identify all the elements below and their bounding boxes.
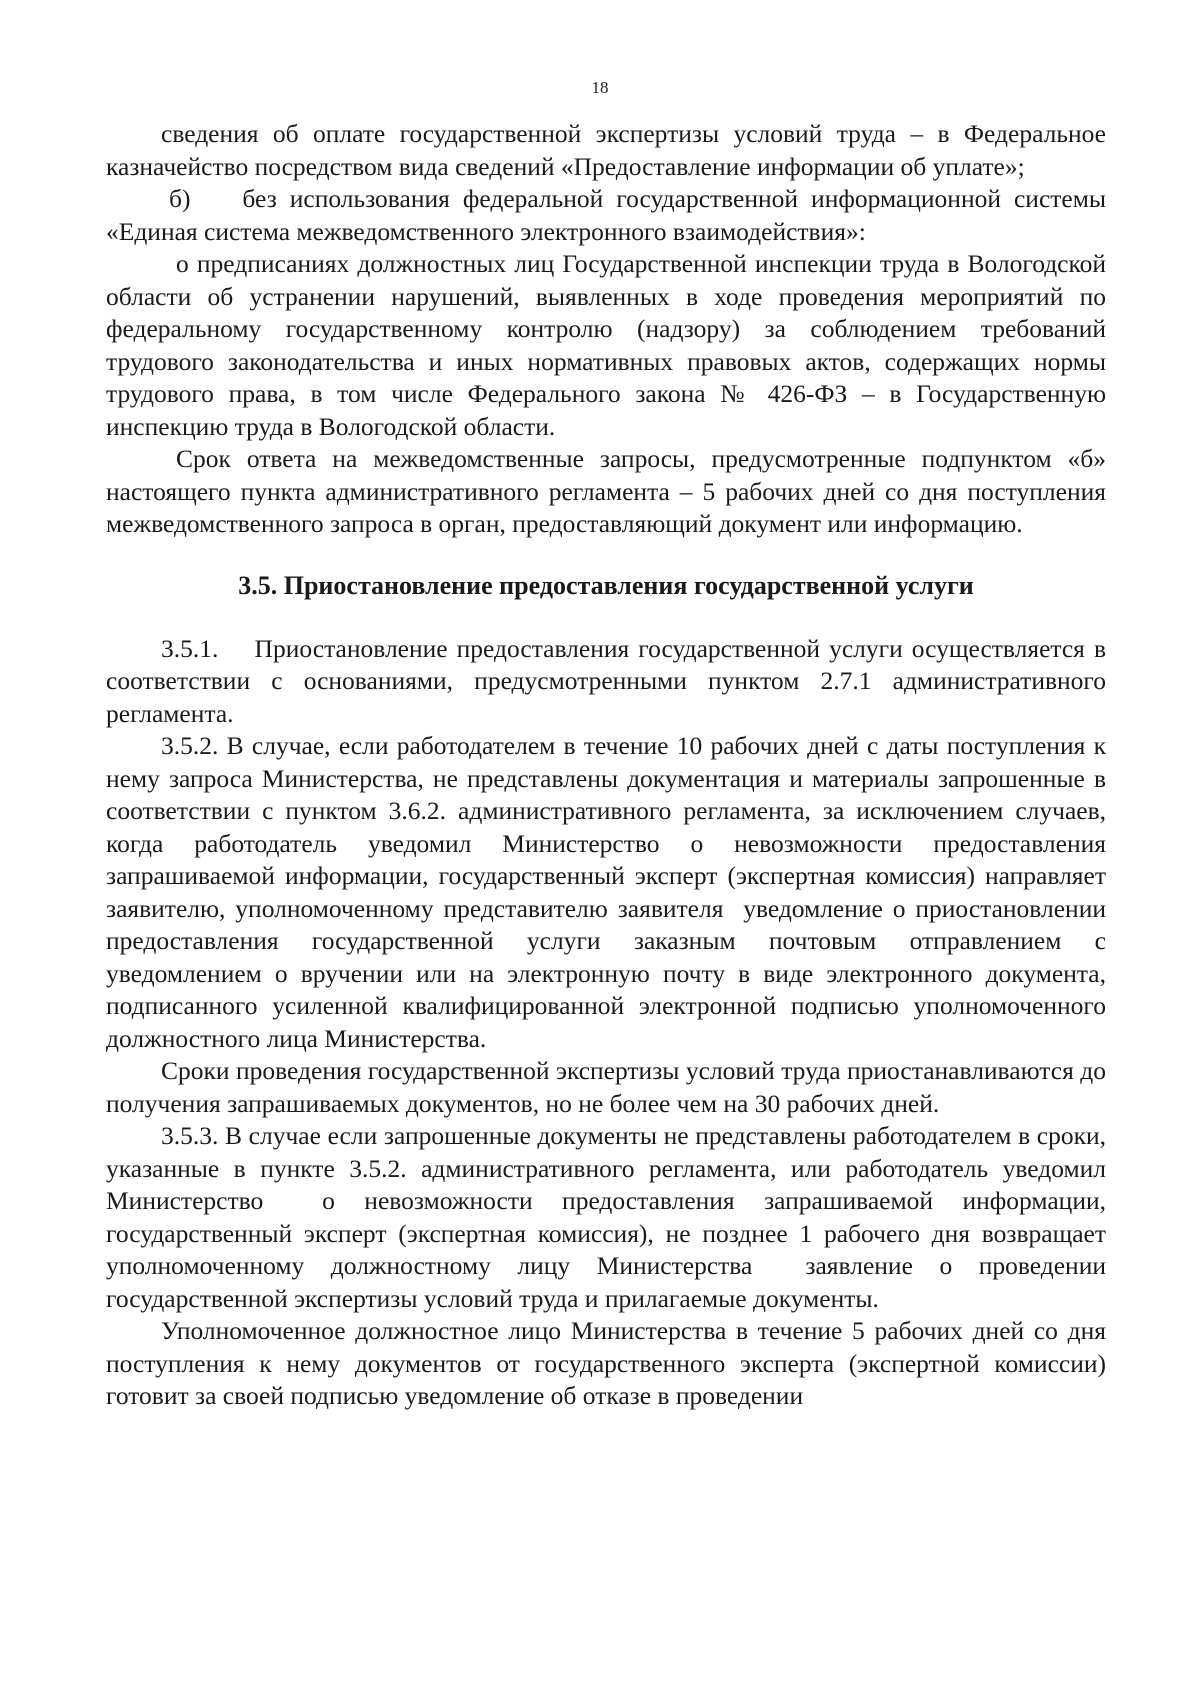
paragraph-response-deadline: Срок ответа на межведомственные запросы, предусмотренные подпунктом «б» настоящего пункта административного регламента – 5 рабочих дней со дня поступления межведомственного запроса в орган, предоставляющий документ или информацию. xyxy=(106,444,1106,538)
paragraph-payment-info: сведения об оплате государственной экспертизы условий труда – в Федеральное казначейство посредством вида сведений «Предоставление информации об уплате»; xyxy=(106,119,1106,181)
paragraph-3-5-3: 3.5.3. В случае если запрошенные документы не представлены работодателем в сроки, указанные в пункте 3.5.2. административного регламента, или работодатель уведомил Министерство о невозможности предоставления запрашиваемой информации, государственный эксперт (экспертная комиссия), не позднее 1 рабочего дня возвращает уполномоченному должностному лицу Министерства заявление о проведении государственной экспертизы условий труда и прилагаемые документы. xyxy=(106,1121,1106,1313)
section-heading: 3.5. Приостановление предоставления государственной услуги xyxy=(238,570,974,600)
paragraph-3-5-2: 3.5.2. В случае, если работодателем в течение 10 рабочих дней с даты поступления к нему запроса Министерства, не представлены документация и материалы запрошенные в соответствии с пунктом 3.6.2. административного регламента, за исключением случаев, когда работодатель уведомил Министерство о невозможности предоставления запрашиваемой информации, государственный эксперт (экспертная комиссия) направляет заявителю, уполномоченному представителю заявителя уведомление о приостановлении предоставления государственной услуги заказным почтовым отправлением с уведомлением о вручении или на электронную почту в виде электронного документа, подписанного усиленной квалифицированной электронной подписью уполномоченного должностного лица Министерства. xyxy=(106,731,1106,1053)
page-number: 18 xyxy=(591,78,609,97)
paragraph-item-b: б) без использования федеральной государственной информационной системы «Единая система межведомственного электронного взаимодействия»: xyxy=(106,184,1106,246)
paragraph-3-5-1: 3.5.1. Приостановление предоставления государственной услуги осуществляется в соответствии с основаниями, предусмотренными пунктом 2.7.1 административного регламента. xyxy=(106,633,1106,728)
paragraph-labor-inspection: о предписаниях должностных лиц Государственной инспекции труда в Вологодской области об устранении нарушений, выявленных в ходе проведения мероприятий по федеральному государственному контролю (надзору) за соблюдением требований трудового законодательства и иных нормативных правовых актов, содержащих нормы трудового права, в том числе Федерального закона № 426-ФЗ – в Государственную инспекцию труда в Вологодской области. xyxy=(106,249,1106,441)
document-body xyxy=(106,118,1106,1413)
paragraph-suspension-terms: Сроки проведения государственной экспертизы условий труда приостанавливаются до получения запрашиваемых документов, но не более чем на 30 рабочих дней. xyxy=(106,1056,1106,1118)
paragraph-refusal-notice: Уполномоченное должностное лицо Министерства в течение 5 рабочих дней со дня поступления к нему документов от государственного эксперта (экспертной комиссии) готовит за своей подписью уведомление об отказе в проведении xyxy=(106,1316,1106,1410)
